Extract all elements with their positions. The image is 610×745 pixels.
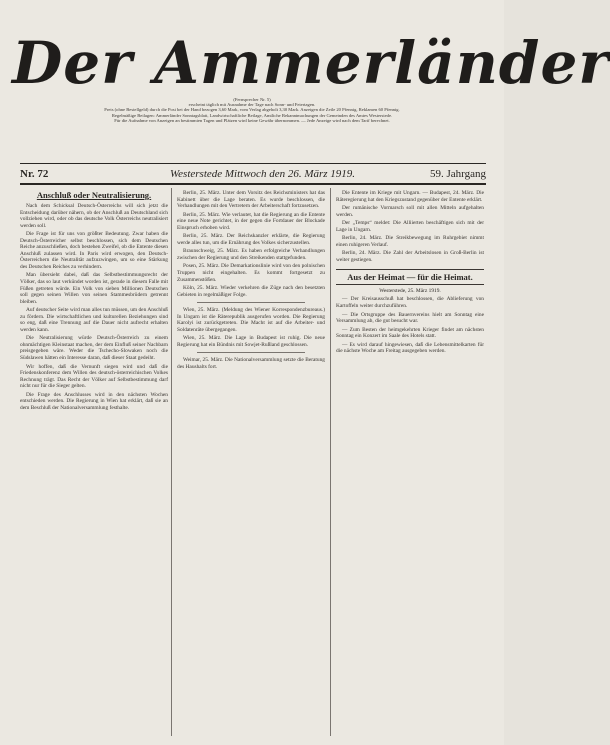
news-item: Weimar, 25. März. Die Nationalversammlung setzte die Beratung des Haushalts fort. xyxy=(177,357,325,371)
news-item: Posen, 25. März. Die Demarkationslinie wird von den polnischen Truppen nicht eingehalten. Es kommt fortgesetzt zu Zusammenstößen. xyxy=(177,263,325,283)
local-news-item: — Die Ortsgruppe des Bauernvereins hielt am Sonntag eine Versammlung ab, die gut besucht war. xyxy=(336,311,484,325)
article-headline: Anschluß oder Neutralisierung. xyxy=(36,190,152,200)
local-news-item: — Der Kreisausschuß hat beschlossen, die Ablieferung von Kartoffeln weiter durchzuführen. xyxy=(336,296,484,310)
local-news-item: — Es wird darauf hingewiesen, daß die Lebensmittelkarten für die nächste Woche am Freitag ausgegeben werden. xyxy=(336,341,484,355)
top-rule xyxy=(20,163,486,164)
article-paragraph: Die Frage des Anschlusses wird in den nächsten Wochen entschieden werden. Die Regierung in Wien hat erklärt, daß sie an dem Beschluß der Nationalversammlung festhalte. xyxy=(20,391,168,411)
local-news-dateline: Westerstede, 25. März 1919. xyxy=(379,288,441,295)
article-paragraph: Nach dem Schicksal Deutsch-Österreichs will sich jetzt die Entscheidung darüber nähern, ob der Anschluß an Deutschland sich vollziehen wird, oder ob das deutsche Volk Österreichs neutralisiert werden soll. xyxy=(20,203,168,229)
subheader-line: Regelmäßige Beilagen: Ammerländer Sonntagsblatt, Landwirtschaftliche Beilage, Amtliche Bekanntmachungen der Gemeinden des Amtes Westerstede. xyxy=(111,112,393,118)
place-date: Westerstede Mittwoch den 26. März 1919. xyxy=(170,168,356,180)
article-paragraph: Auf deutscher Seite wird man alles tun müssen, um den Anschluß zu fördern. Die wirtschaftlichen und kulturellen Beziehungen sind so eng, daß eine Trennung auf die Dauer nicht aufrecht erhalten werden kann. xyxy=(20,307,168,333)
column-2 xyxy=(177,190,325,735)
news-item: Der rumänische Vormarsch soll mit allen Mitteln aufgehalten werden. xyxy=(336,205,484,218)
column-separator xyxy=(330,188,331,736)
news-item: Berlin, 25. März. Unter dem Vorsitz des Reichsministers hat das Kabinett über die Lage beraten. Es wurde beschlossen, die Verhandlungen mit den Vertretern der Arbeiterschaft fortzusetzen. xyxy=(177,190,325,210)
local-news-item: — Zum Besten der heimgekehrten Krieger findet am nächsten Sonntag ein Konzert im Saale des Hotels statt. xyxy=(336,326,484,340)
subheader-line: Für die Aufnahme von Anzeigen an bestimmten Tagen und Plätzen wird keine Gewähr übernommen. — Jede Anzeige wird nach dem Tarif berechnet. xyxy=(114,117,390,123)
section-divider xyxy=(197,352,305,353)
news-item: Die Entente im Kriege mit Ungarn. — Budapest, 24. März. Die Räteregierung hat den Kriegszustand gegenüber der Entente erklärt. xyxy=(336,190,484,203)
news-item: Der „Temps“ meldet: Die Alliierten beschäftigen sich mit der Lage in Ungarn. xyxy=(336,220,484,233)
bottom-rule xyxy=(20,183,486,185)
subheader-line: Preis (ohne Bestellgeld) durch die Post bei der Hand bezogen 3,60 Mark, vom Verlag abgeholt 3,30 Mark. Anzeigen die Zeile 20 Pfennig, Reklamen 60 Pfennig. xyxy=(104,107,400,113)
local-news-headline: Aus der Heimat — für die Heimat. xyxy=(336,269,484,285)
article-paragraph: Die Frage ist für uns von größter Bedeutung. Zwar haben die Deutsch-Österreicher selbst beschlossen, sich dem Deutschen Reiche anzuschließen, doch bestehen Zweifel, ob die Entente diesen Anschluß zulassen wird. In Paris wird erwogen, den Deutsch-Österreichern die Neutralität aufzuzwingen, um so eine Stärkung des Deutschen Reiches zu verhindern. xyxy=(20,231,168,270)
news-item: Berlin, 24. März. Die Streikbewegung im Ruhrgebiet nimmt einen ruhigeren Verlauf. xyxy=(336,235,484,248)
subheader-info xyxy=(22,97,482,123)
news-item: Braunschweig, 25. März. Es haben erfolgreiche Verhandlungen zwischen der Regierung und den Streikenden stattgefunden. xyxy=(177,248,325,261)
news-item: Berlin, 25. März. Wie verlautet, hat die Regierung an die Entente eine neue Note gerichtet, in der gegen die Fortdauer der Blockade Einspruch erhoben wird. xyxy=(177,211,325,231)
column-separator xyxy=(171,188,172,736)
news-item: Wien, 25. März. Die Lage in Budapest ist ruhig. Die neue Regierung hat ein Bündnis mit Sowjet-Rußland geschlossen. xyxy=(177,335,325,348)
article-paragraph: Die Neutralisierung würde Deutsch-Österreich zu einem ohnmächtigen Kleinstaat machen, der dem Einfluß seiner Nachbarn preisgegeben wäre. Weder die Tschecho-Slowaken noch die Südslawen hätten ein Interesse daran, daß dieser Staat gedeiht. xyxy=(20,335,168,362)
news-item: Berlin, 24. März. Die Zahl der Arbeitslosen in Groß-Berlin ist weiter gestiegen. xyxy=(336,250,484,263)
section-divider xyxy=(197,302,305,303)
article-paragraph: Wir hoffen, daß die Vernunft siegen wird und daß die Friedenskonferenz dem Willen des deutsch-österreichischen Volkes Rechnung trägt. Das Recht der Völker auf Selbstbestimmung darf nicht nur für die Sieger gelten. xyxy=(20,363,168,390)
masthead-title: Der Ammerländer xyxy=(12,29,610,97)
dateline xyxy=(20,167,486,181)
issue-number: Nr. 72 xyxy=(20,168,49,180)
news-item: Wien, 25. März. (Meldung des Wiener Korrespondenzbureaus.) In Ungarn ist die Räterepublik ausgerufen worden. Die Regierung Karolyi ist zurückgetreten. Die Macht ist auf die Arbeiter- und Soldatenräte übergegangen. xyxy=(177,307,325,333)
column-1 xyxy=(20,190,168,735)
news-item: Köln, 25. März. Wieder verkehren die Züge nach den besetzten Gebieten in regelmäßiger Folge. xyxy=(177,285,325,298)
article-paragraph: Man übersieht dabei, daß das Selbstbestimmungsrecht der Völker, das so laut verkündet worden ist, gerade in diesem Falle mit Füßen getreten würde. Ein Volk von sieben Millionen Deutschen soll gegen seinen Willen von seinen Stammesbrüdern getrennt bleiben. xyxy=(20,272,168,305)
subheader-line: (Fernsprecher Nr. 5) xyxy=(233,97,271,102)
news-item: Berlin, 25. März. Der Reichskanzler erklärte, die Regierung werde alles tun, um die Ernährung des Volkes sicherzustellen. xyxy=(177,233,325,246)
volume-year: 59. Jahrgang xyxy=(429,168,486,180)
column-3 xyxy=(336,190,484,735)
subheader-line: erscheint täglich mit Ausnahme der Tage nach Sonn- und Feiertagen. xyxy=(188,102,316,108)
